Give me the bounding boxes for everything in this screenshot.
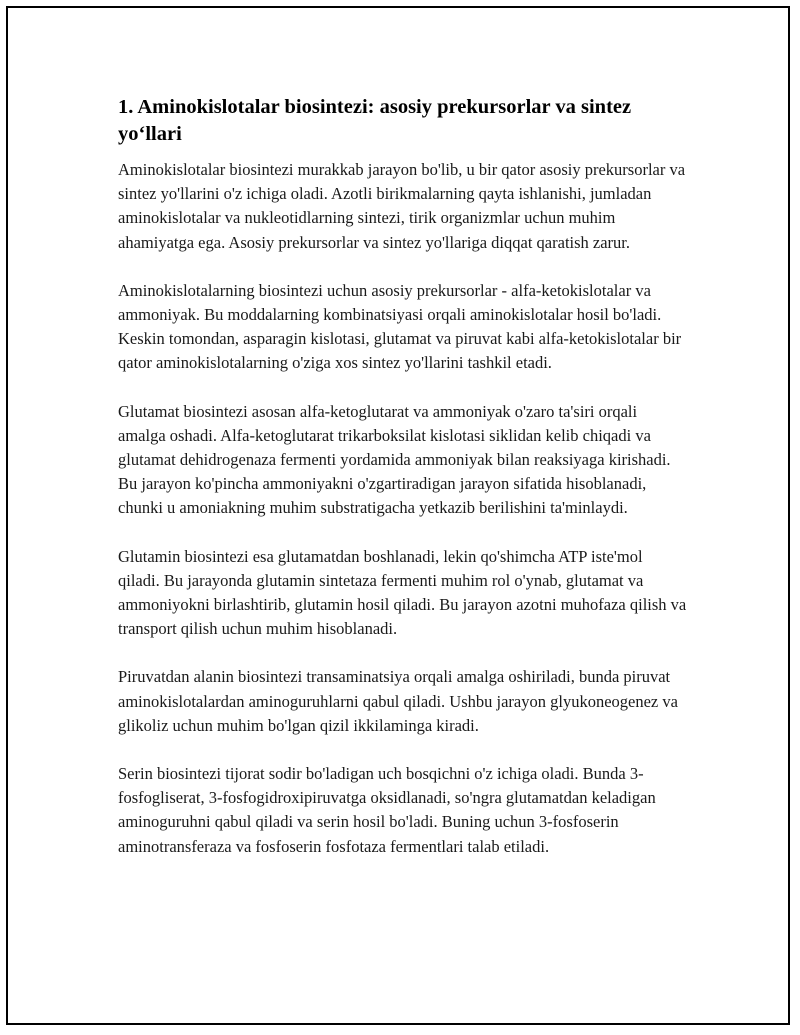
paragraph-3: Glutamat biosintezi asosan alfa-ketoglutarat va ammoniyak o'zaro ta'siri orqali amalga oshadi. Alfa-ketoglutarat trikarboksilat kislotasi siklidan kelib chiqadi va glutamat dehidrogenaza fermenti yordamida ammoniyak bilan reaksiyaga kirishadi. Bu jarayon ko'pincha ammoniyakni o'zgartiradigan jarayon sifatida hisoblanadi, chunki u amoniakning muhim substratigacha yetkazib berilishini ta'minlaydi. bbox=[118, 401, 671, 518]
document-body bbox=[118, 94, 688, 883]
section-heading: 1. Aminokislotalar biosintezi: asosiy prekursorlar va sintez yo‘llari bbox=[118, 96, 632, 145]
paragraph-2: Aminokislotalarning biosintezi uchun asosiy prekursorlar - alfa-ketokislotalar va ammoniyak. Bu moddalarning kombinatsiyasi orqali aminokislotalar hosil bo'ladi. Keskin tomondan, asparagin kislotasi, glutamat va piruvat kabi alfa-ketokislotalar bir qator aminokislotalarning o'ziga xos sintez yo'llarini tashkil etadi. bbox=[118, 280, 682, 373]
paragraph-4: Glutamin biosintezi esa glutamatdan boshlanadi, lekin qo'shimcha ATP iste'mol qiladi. Bu jarayonda glutamin sintetaza fermenti muhim rol o'ynab, glutamat va ammoniyokni birlashtirib, glutamin hosil qiladi. Bu jarayon azotni muhofaza qilish va transport qilish uchun muhim hisoblanadi. bbox=[118, 546, 687, 639]
paragraph-6: Serin biosintezi tijorat sodir bo'ladigan uch bosqichni o'z ichiga oladi. Bunda 3-fosfogliserat, 3-fosfogidroxipiruvatga oksidlanadi, so'ngra glutamatdan keladigan aminoguruhni qabul qiladi va serin hosil bo'ladi. Buning uchun 3-fosfoserin aminotransferaza va fosfoserin fosfotaza fermentlari talab etiladi. bbox=[118, 764, 656, 856]
paragraph-5: Piruvatdan alanin biosintezi transaminatsiya orqali amalga oshiriladi, bunda piruvat aminokislotalardan aminoguruhlarni qabul qiladi. Ushbu jarayon glyukoneogenez va glikoliz uchun muhim bo'lgan qizil ikkilaminga kiradi. bbox=[118, 667, 678, 735]
paragraph-1: Aminokislotalar biosintezi murakkab jarayon bo'lib, u bir qator asosiy prekursorlar va sintez yo'llarini o'z ichiga oladi. Azotli birikmalarning qayta ishlanishi, jumladan aminokislotalar va nukleotidlarning sintezi, tirik organizmlar uchun muhim ahamiyatga ega. Asosiy prekursorlar va sintez yo'llariga diqqat qaratish zarur. bbox=[118, 160, 686, 252]
